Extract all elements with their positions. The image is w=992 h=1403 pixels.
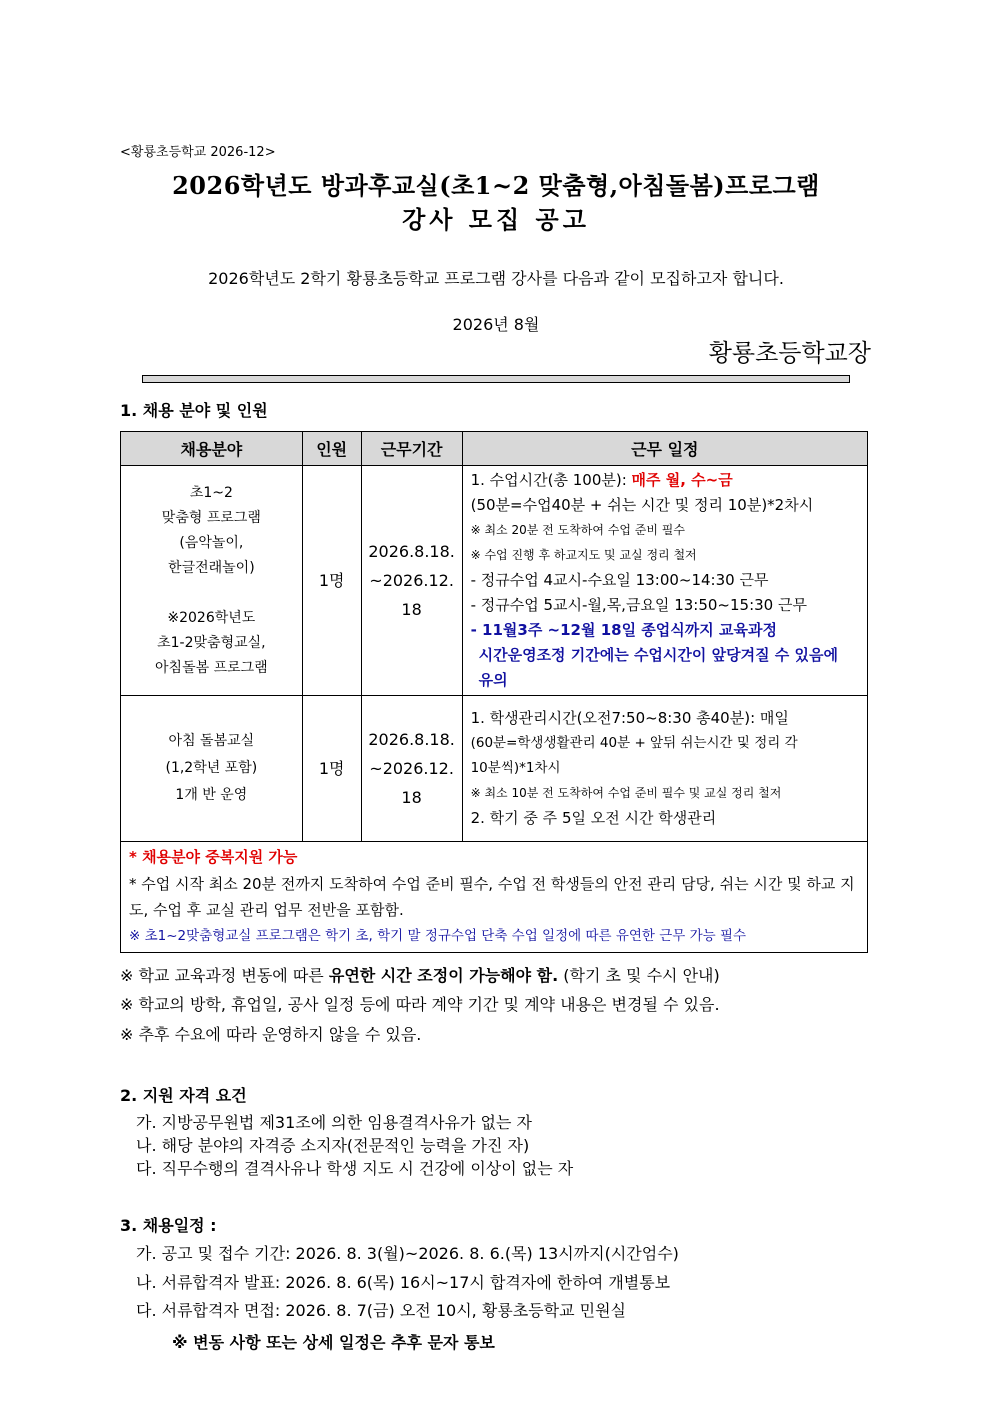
section3-heading: 3. 채용일정 : xyxy=(120,1216,217,1235)
note-flexible: ※ 초1~2맞춤형교실 프로그램은 학기 초, 학기 말 정규수업 단축 수업 일정에 따른 유연한 근무 가능 필수 xyxy=(129,928,747,944)
title-line-1: 2026학년도 방과후교실(초1~2 맞춤형,아침돌봄)프로그램 xyxy=(172,171,820,200)
period-line: ~2026.12. xyxy=(369,759,454,778)
field-line: 초1~2 xyxy=(189,484,233,501)
schedule-line: - 정규수업 4교시-수요일 13:00~14:30 근무 xyxy=(470,571,769,589)
field-line: (음악놀이, xyxy=(179,534,244,551)
table-row xyxy=(121,466,868,696)
recruitment-table xyxy=(120,431,868,953)
field-line: ※2026학년도 xyxy=(167,609,256,626)
note-duties: * 수업 시작 최소 20분 전까지 도착하여 수업 준비 필수, 수업 전 학생들의 안전 관리 담당, 쉬는 시간 및 하교 지도, 수업 후 교실 관리 업무 전반을 포함함. xyxy=(129,875,855,919)
count-cell: 1명 xyxy=(302,466,361,696)
qualification-item: 나. 해당 분야의 자격증 소지자(전문적인 능력을 가진 자) xyxy=(136,1136,530,1155)
remark-text: (학기 초 및 수시 안내) xyxy=(558,966,720,985)
remark-3: ※ 추후 수요에 따라 운영하지 않을 수 있음. xyxy=(120,1025,422,1044)
section2-heading: 2. 지원 자격 요건 xyxy=(120,1086,247,1105)
schedule-line: 2. 학기 중 주 5일 오전 시간 학생관리 xyxy=(470,809,717,827)
field-cell xyxy=(121,696,303,842)
schedule-days-highlight: 매주 월, 수~금 xyxy=(631,471,733,489)
schedule-line: ※ 수업 진행 후 하교지도 및 교실 정리 철저 xyxy=(470,548,697,562)
remark-emphasis: 유연한 시간 조정이 가능해야 함. xyxy=(328,966,559,985)
notice-date: 2026년 8월 xyxy=(452,315,540,334)
field-line: 초1-2맞춤형교실, xyxy=(157,634,266,651)
schedule-line xyxy=(471,468,859,493)
qualification-item: 다. 직무수행의 결격사유나 학생 지도 시 건강에 이상이 없는 자 xyxy=(136,1159,574,1178)
title-line-2: 강사 모집 공고 xyxy=(402,205,590,234)
schedule-item: 다. 서류합격자 면접: 2026. 8. 7(금) 오전 10시, 황룡초등학교 민원실 xyxy=(136,1301,627,1320)
col-header-field: 채용분야 xyxy=(121,432,303,466)
schedule-text: 1. 수업시간(총 100분): xyxy=(470,471,632,489)
divider-bar xyxy=(142,375,850,383)
schedule-line: ※ 최소 20분 전 도착하여 수업 준비 필수 xyxy=(470,523,685,537)
period-line: ~2026.12. xyxy=(369,571,454,590)
period-cell xyxy=(361,696,462,842)
document-number: <황룡초등학교 2026-12> xyxy=(120,145,276,160)
field-line: (1,2학년 포함) xyxy=(165,760,258,776)
col-header-period: 근무기간 xyxy=(361,432,462,466)
schedule-line: 시간운영조정 기간에는 수업시간이 앞당겨질 수 있음에 xyxy=(478,646,838,664)
table-header-row xyxy=(121,432,868,466)
schedule-item: 가. 공고 및 접수 기간: 2026. 8. 3(월)~2026. 8. 6.(목) 13시까지(시간엄수) xyxy=(136,1244,679,1263)
schedule-item: 나. 서류합격자 발표: 2026. 8. 6(목) 16시~17시 합격자에 한하여 개별통보 xyxy=(136,1273,671,1292)
period-line: 2026.8.18. xyxy=(368,730,455,749)
period-line: 2026.8.18. xyxy=(368,542,455,561)
table-row xyxy=(121,696,868,842)
schedule-cell xyxy=(462,466,867,696)
schedule-line: 10분씩)*1차시 xyxy=(470,760,561,776)
schedule-cell xyxy=(462,696,867,842)
col-header-schedule: 근무 일정 xyxy=(462,432,867,466)
field-line: 아침 돌봄교실 xyxy=(168,733,255,749)
schedule-line: 1. 학생관리시간(오전7:50~8:30 총40분): 매일 xyxy=(470,709,789,727)
schedule-line: (50분=수업40분 + 쉬는 시간 및 정리 10분)*2차시 xyxy=(470,496,814,514)
field-line: 아침돌봄 프로그램 xyxy=(155,659,268,676)
note-duplicate-apply: * 채용분야 중복지원 가능 xyxy=(129,848,298,866)
schedule-line: - 11월3주 ~12월 18일 종업식까지 교육과정 xyxy=(470,621,777,639)
count-cell: 1명 xyxy=(302,696,361,842)
field-line: 한글전래놀이) xyxy=(168,559,255,576)
section1-heading: 1. 채용 분야 및 인원 xyxy=(120,401,268,420)
qualification-item: 가. 지방공무원법 제31조에 의한 임용결격사유가 없는 자 xyxy=(136,1113,532,1132)
schedule-footnote: ※ 변동 사항 또는 상세 일정은 추후 문자 통보 xyxy=(172,1333,495,1352)
intro-text: 2026학년도 2학기 황룡초등학교 프로그램 강사를 다음과 같이 모집하고자 합니다. xyxy=(208,269,784,288)
field-line: 1개 반 운영 xyxy=(175,787,248,803)
schedule-line: 유의 xyxy=(478,671,508,689)
period-line: 18 xyxy=(401,600,422,619)
period-line: 18 xyxy=(401,788,422,807)
schedule-line: (60분=학생생활관리 40분 + 앞뒤 쉬는시간 및 정리 각 xyxy=(470,735,798,751)
notes-cell xyxy=(121,842,868,953)
signer: 황룡초등학교장 xyxy=(708,339,871,367)
field-cell xyxy=(121,466,303,696)
field-line: 맞춤형 프로그램 xyxy=(161,509,261,526)
field-spacer xyxy=(121,581,302,606)
col-header-count: 인원 xyxy=(302,432,361,466)
table-notes-row xyxy=(121,842,868,953)
schedule-line: - 정규수업 5교시-월,목,금요일 13:50~15:30 근무 xyxy=(470,596,807,614)
remark-2: ※ 학교의 방학, 휴업일, 공사 일정 등에 따라 계약 기간 및 계약 내용은 변경될 수 있음. xyxy=(120,995,720,1014)
remark-1 xyxy=(120,962,720,990)
schedule-line: ※ 최소 10분 전 도착하여 수업 준비 필수 및 교실 정리 철저 xyxy=(470,786,782,800)
remark-text: ※ 학교 교육과정 변동에 따른 xyxy=(120,966,329,985)
period-cell xyxy=(361,466,462,696)
